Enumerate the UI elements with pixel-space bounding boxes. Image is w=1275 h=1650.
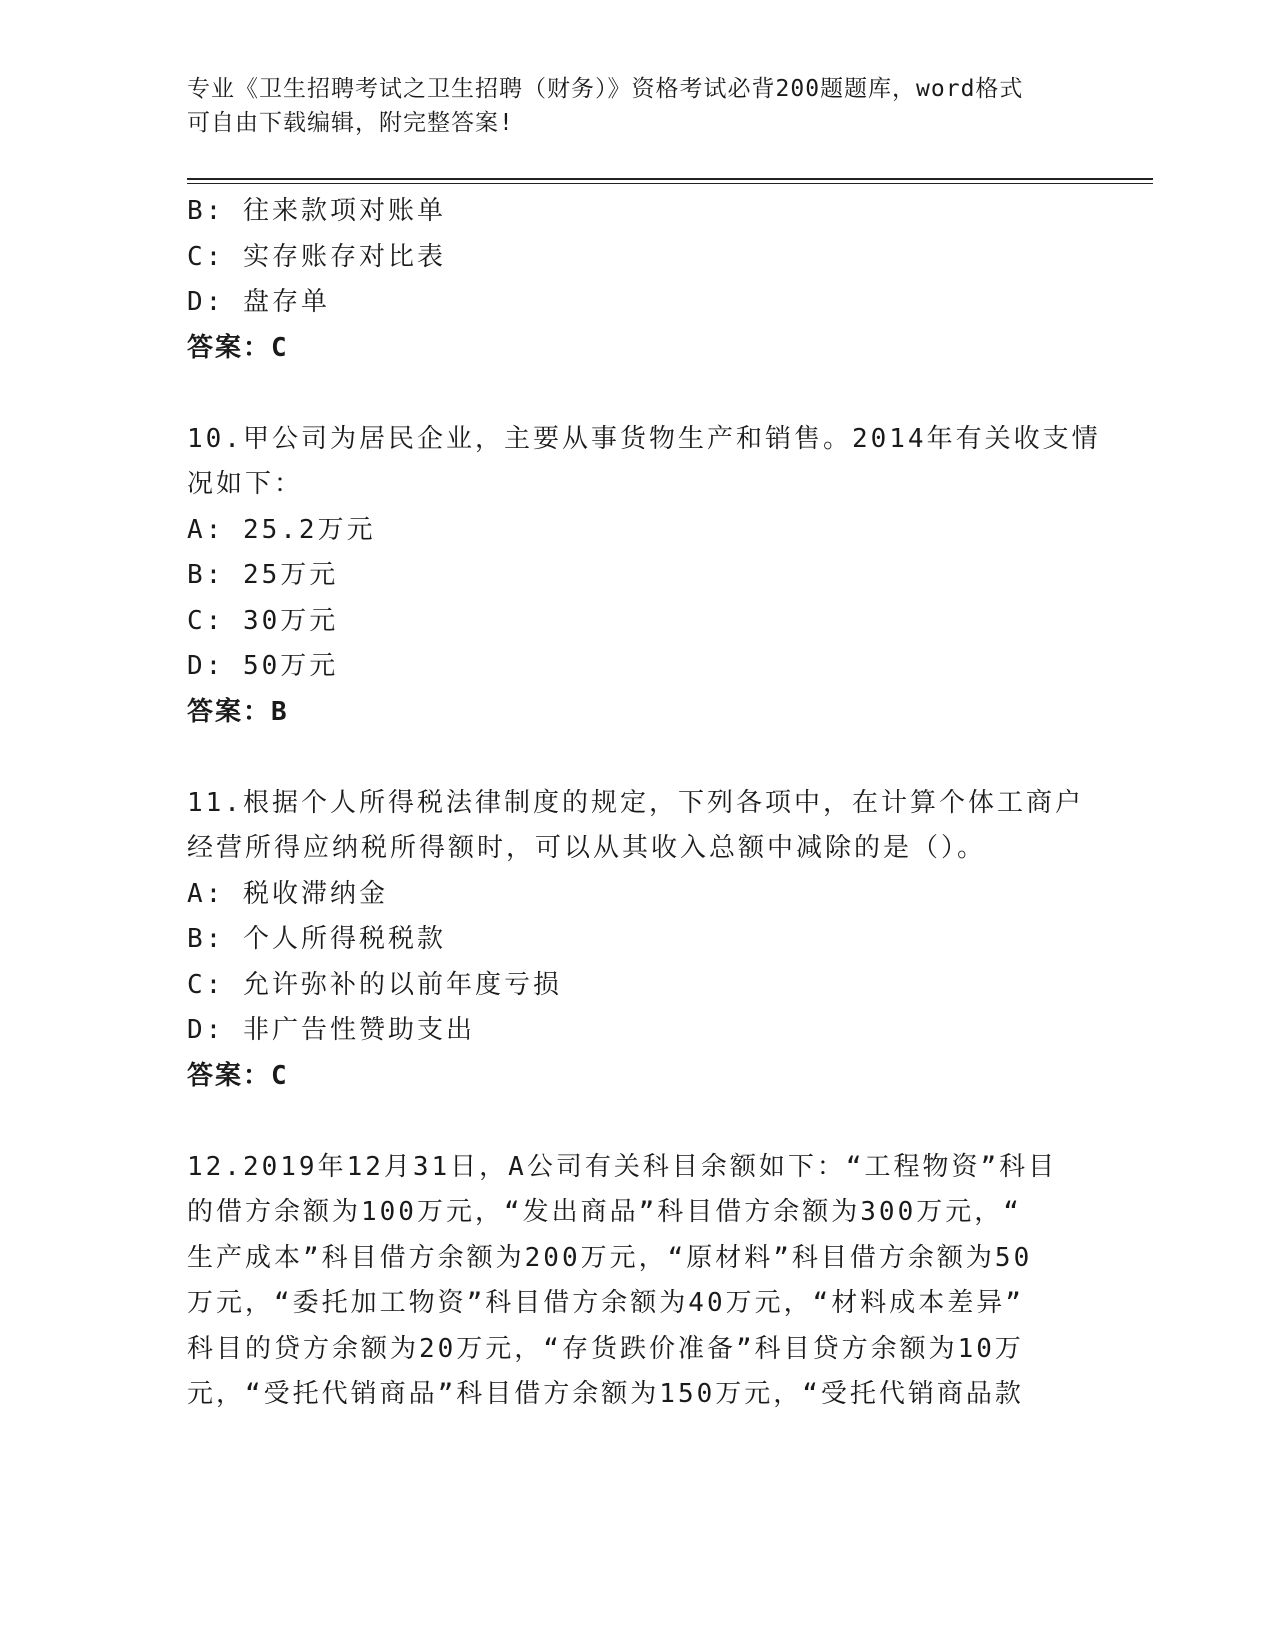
question-stem-line: 10.甲公司为居民企业，主要从事货物生产和销售。2014年有关收支情: [187, 423, 1101, 454]
option-a: A: 25.2万元: [187, 514, 376, 545]
option-b: B: 个人所得税税款: [187, 924, 446, 954]
question-stem-line: 元，“受托代销商品”科目借方余额为150万元，“受托代销商品款: [187, 1379, 1024, 1409]
question-stem-line: 11.根据个人所得税法律制度的规定，下列各项中，在计算个体工商户: [187, 787, 1084, 818]
header-divider-thick: [187, 178, 1153, 180]
option-c: C: 允许弥补的以前年度亏损: [187, 969, 562, 1000]
document-header: [187, 72, 1087, 140]
option-d: D: 50万元: [187, 651, 339, 681]
option-b: B: 25万元: [187, 560, 339, 590]
option-a: A: 税收滞纳金: [187, 878, 388, 909]
question-stem-line: 生产成本”科目借方余额为200万元，“原材料”科目借方余额为50: [187, 1242, 1033, 1273]
option-b: B: 往来款项对账单: [187, 196, 446, 226]
header-divider-thin: [187, 183, 1153, 184]
question-list: [187, 189, 1101, 1418]
answer: 答案：C: [187, 1060, 289, 1091]
question-9: [187, 189, 1087, 371]
question-11: [187, 781, 1087, 1100]
question-stem-line: 万元，“委托加工物资”科目借方余额为40万元，“材料成本差异”: [187, 1288, 1024, 1318]
option-c: C: 30万元: [187, 605, 339, 636]
option-d: D: 盘存单: [187, 287, 330, 317]
question-stem-line: 经营所得应纳税所得额时，可以从其收入总额中减除的是（）。: [187, 833, 987, 863]
option-d: D: 非广告性赞助支出: [187, 1015, 475, 1045]
answer: 答案：B: [187, 696, 289, 727]
question-stem-line: 的借方余额为100万元，“发出商品”科目借方余额为300万元，“: [187, 1197, 1022, 1227]
header-line-1: 专业《卫生招聘考试之卫生招聘（财务）》资格考试必背200题题库，word格式: [187, 76, 1024, 102]
header-line-2: 可自由下载编辑，附完整答案!: [187, 110, 514, 136]
question-stem-line: 12.2019年12月31日，A公司有关科目余额如下：“工程物资”科目: [187, 1151, 1058, 1182]
question-10: [187, 417, 1101, 736]
question-stem-line: 况如下：: [187, 469, 304, 499]
question-12: [187, 1145, 1087, 1418]
answer: 答案：C: [187, 332, 289, 363]
option-c: C: 实存账存对比表: [187, 241, 446, 272]
question-stem-line: 科目的贷方余额为20万元，“存货跌价准备”科目贷方余额为10万: [187, 1333, 1024, 1364]
